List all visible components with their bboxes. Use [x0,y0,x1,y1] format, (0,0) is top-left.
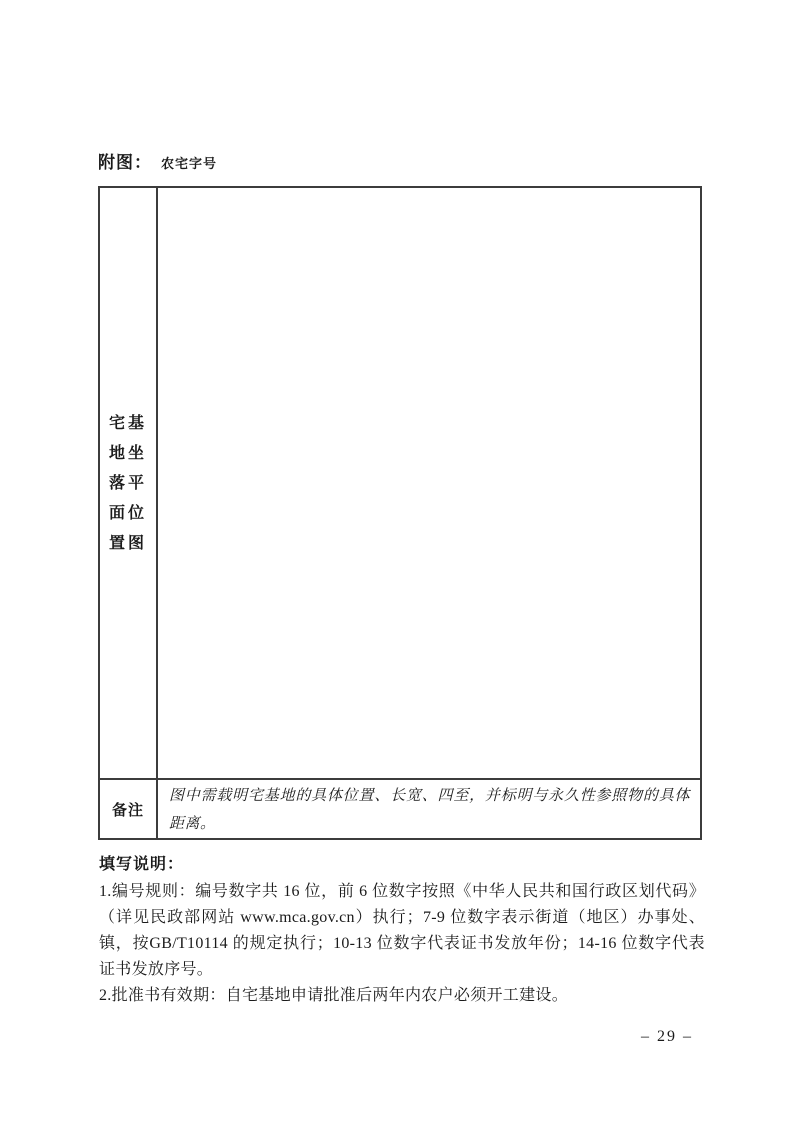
attached-figure-number: 农宅字号 [161,156,218,171]
instructions-heading: 填写说明： [99,856,185,873]
fill-in-instructions [99,851,705,1009]
plan-label-line: 置图 [108,534,147,552]
remarks-text-cell: 图中需载明宅基地的具体位置、长宽、四至，并标明与永久性参照物的具体距离。 [158,778,700,838]
homestead-plan-table [98,186,702,840]
page-number: – 29 – [641,1028,693,1045]
plan-label-line: 面位 [108,504,147,522]
remarks-label-cell: 备注 [100,778,158,838]
instruction-item-1: 1.编号规则：编号数字共 16 位，前 6 位数字按照《中华人民共和国行政区划代码》（详见民政部网站 www.mca.gov.cn）执行；7-9 位数字表示街道（地区）办事处、镇，按GB/T10114 的规定执行；10-13 位数字代表证书发放年份；14-16 位数字代表证书发放序号。 [99,883,705,978]
plan-drawing-area [158,188,700,778]
attached-figure-title [98,148,217,173]
plan-label-cell [100,188,158,778]
plan-label-line: 落平 [108,474,147,492]
plan-label-line: 地坐 [108,444,147,462]
attached-figure-label: 附图： [98,153,152,172]
plan-label-line: 宅基 [108,414,147,432]
instruction-item-2: 2.批准书有效期：自宅基地申请批准后两年内农户必须开工建设。 [99,987,569,1004]
